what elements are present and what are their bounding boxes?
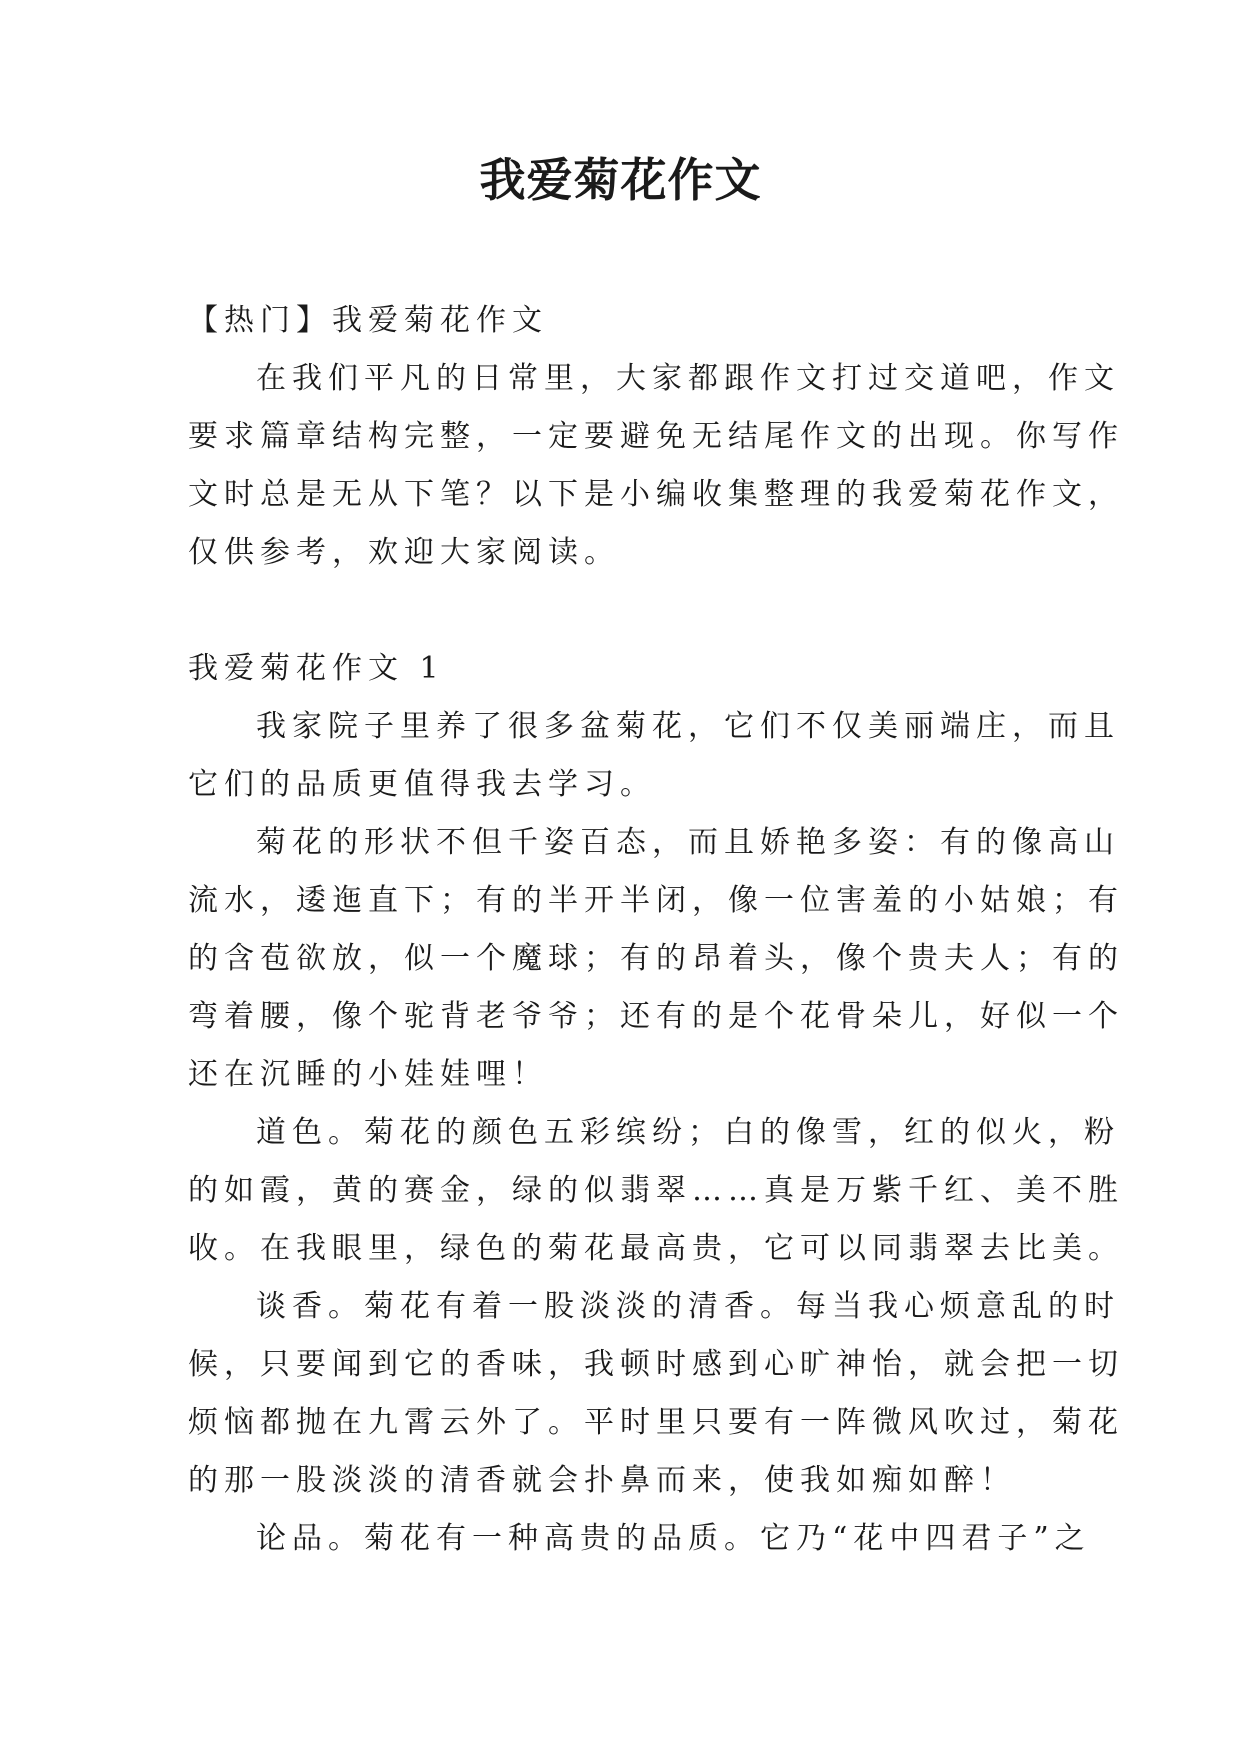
paragraph-line: 收。在我眼里，绿色的菊花最高贵，它可以同翡翠去比美。 xyxy=(188,1231,1124,1266)
blank-line xyxy=(188,582,1068,640)
paragraph-line: 烦恼都抛在九霄云外了。平时里只要有一阵微风吹过，菊花 xyxy=(188,1405,1124,1440)
paragraph-line: 它们的品质更值得我去学习。 xyxy=(188,767,656,802)
paragraph-line: 文时总是无从下笔？以下是小编收集整理的我爱菊花作文， xyxy=(188,477,1124,512)
paragraph-line: 论品。菊花有一种高贵的品质。它乃“花中四君子”之 xyxy=(256,1521,1091,1556)
paragraph-line: 在我们平凡的日常里，大家都跟作文打过交道吧，作文 xyxy=(256,361,1120,396)
paragraph-line: 道色。菊花的颜色五彩缤纷；白的像雪，红的似火，粉 xyxy=(256,1115,1120,1150)
paragraph-line: 我家院子里养了很多盆菊花，它们不仅美丽端庄，而且 xyxy=(256,709,1120,744)
paragraph-line: 谈香。菊花有着一股淡淡的清香。每当我心烦意乱的时 xyxy=(256,1289,1120,1324)
paragraph-line: 候，只要闻到它的香味，我顿时感到心旷神怡，就会把一切 xyxy=(188,1347,1124,1382)
paragraph-line: 弯着腰，像个驼背老爷爷；还有的是个花骨朵儿，好似一个 xyxy=(188,999,1124,1034)
paragraph-line: 流水，逶迤直下；有的半开半闭，像一位害羞的小姑娘；有 xyxy=(188,883,1124,918)
paragraph-line: 的那一股淡淡的清香就会扑鼻而来，使我如痴如醉！ xyxy=(188,1463,1016,1498)
document-body xyxy=(188,292,1124,1568)
paragraph-line: 菊花的形状不但千姿百态，而且娇艳多姿：有的像高山 xyxy=(256,825,1120,860)
paragraph-line: 要求篇章结构完整，一定要避免无结尾作文的出现。你写作 xyxy=(188,419,1124,454)
paragraph-line: 的如霞，黄的赛金，绿的似翡翠……真是万紫千红、美不胜 xyxy=(188,1173,1124,1208)
paragraph-line: 还在沉睡的小娃娃哩！ xyxy=(188,1057,548,1092)
section-heading: 我爱菊花作文 1 xyxy=(188,651,445,686)
paragraph-line: 仅供参考，欢迎大家阅读。 xyxy=(188,535,620,570)
document-title: 我爱菊花作文 xyxy=(479,153,762,207)
paragraph-line: 的含苞欲放，似一个魔球；有的昂着头，像个贵夫人；有的 xyxy=(188,941,1124,976)
subtitle-line: 【热门】我爱菊花作文 xyxy=(188,303,548,338)
